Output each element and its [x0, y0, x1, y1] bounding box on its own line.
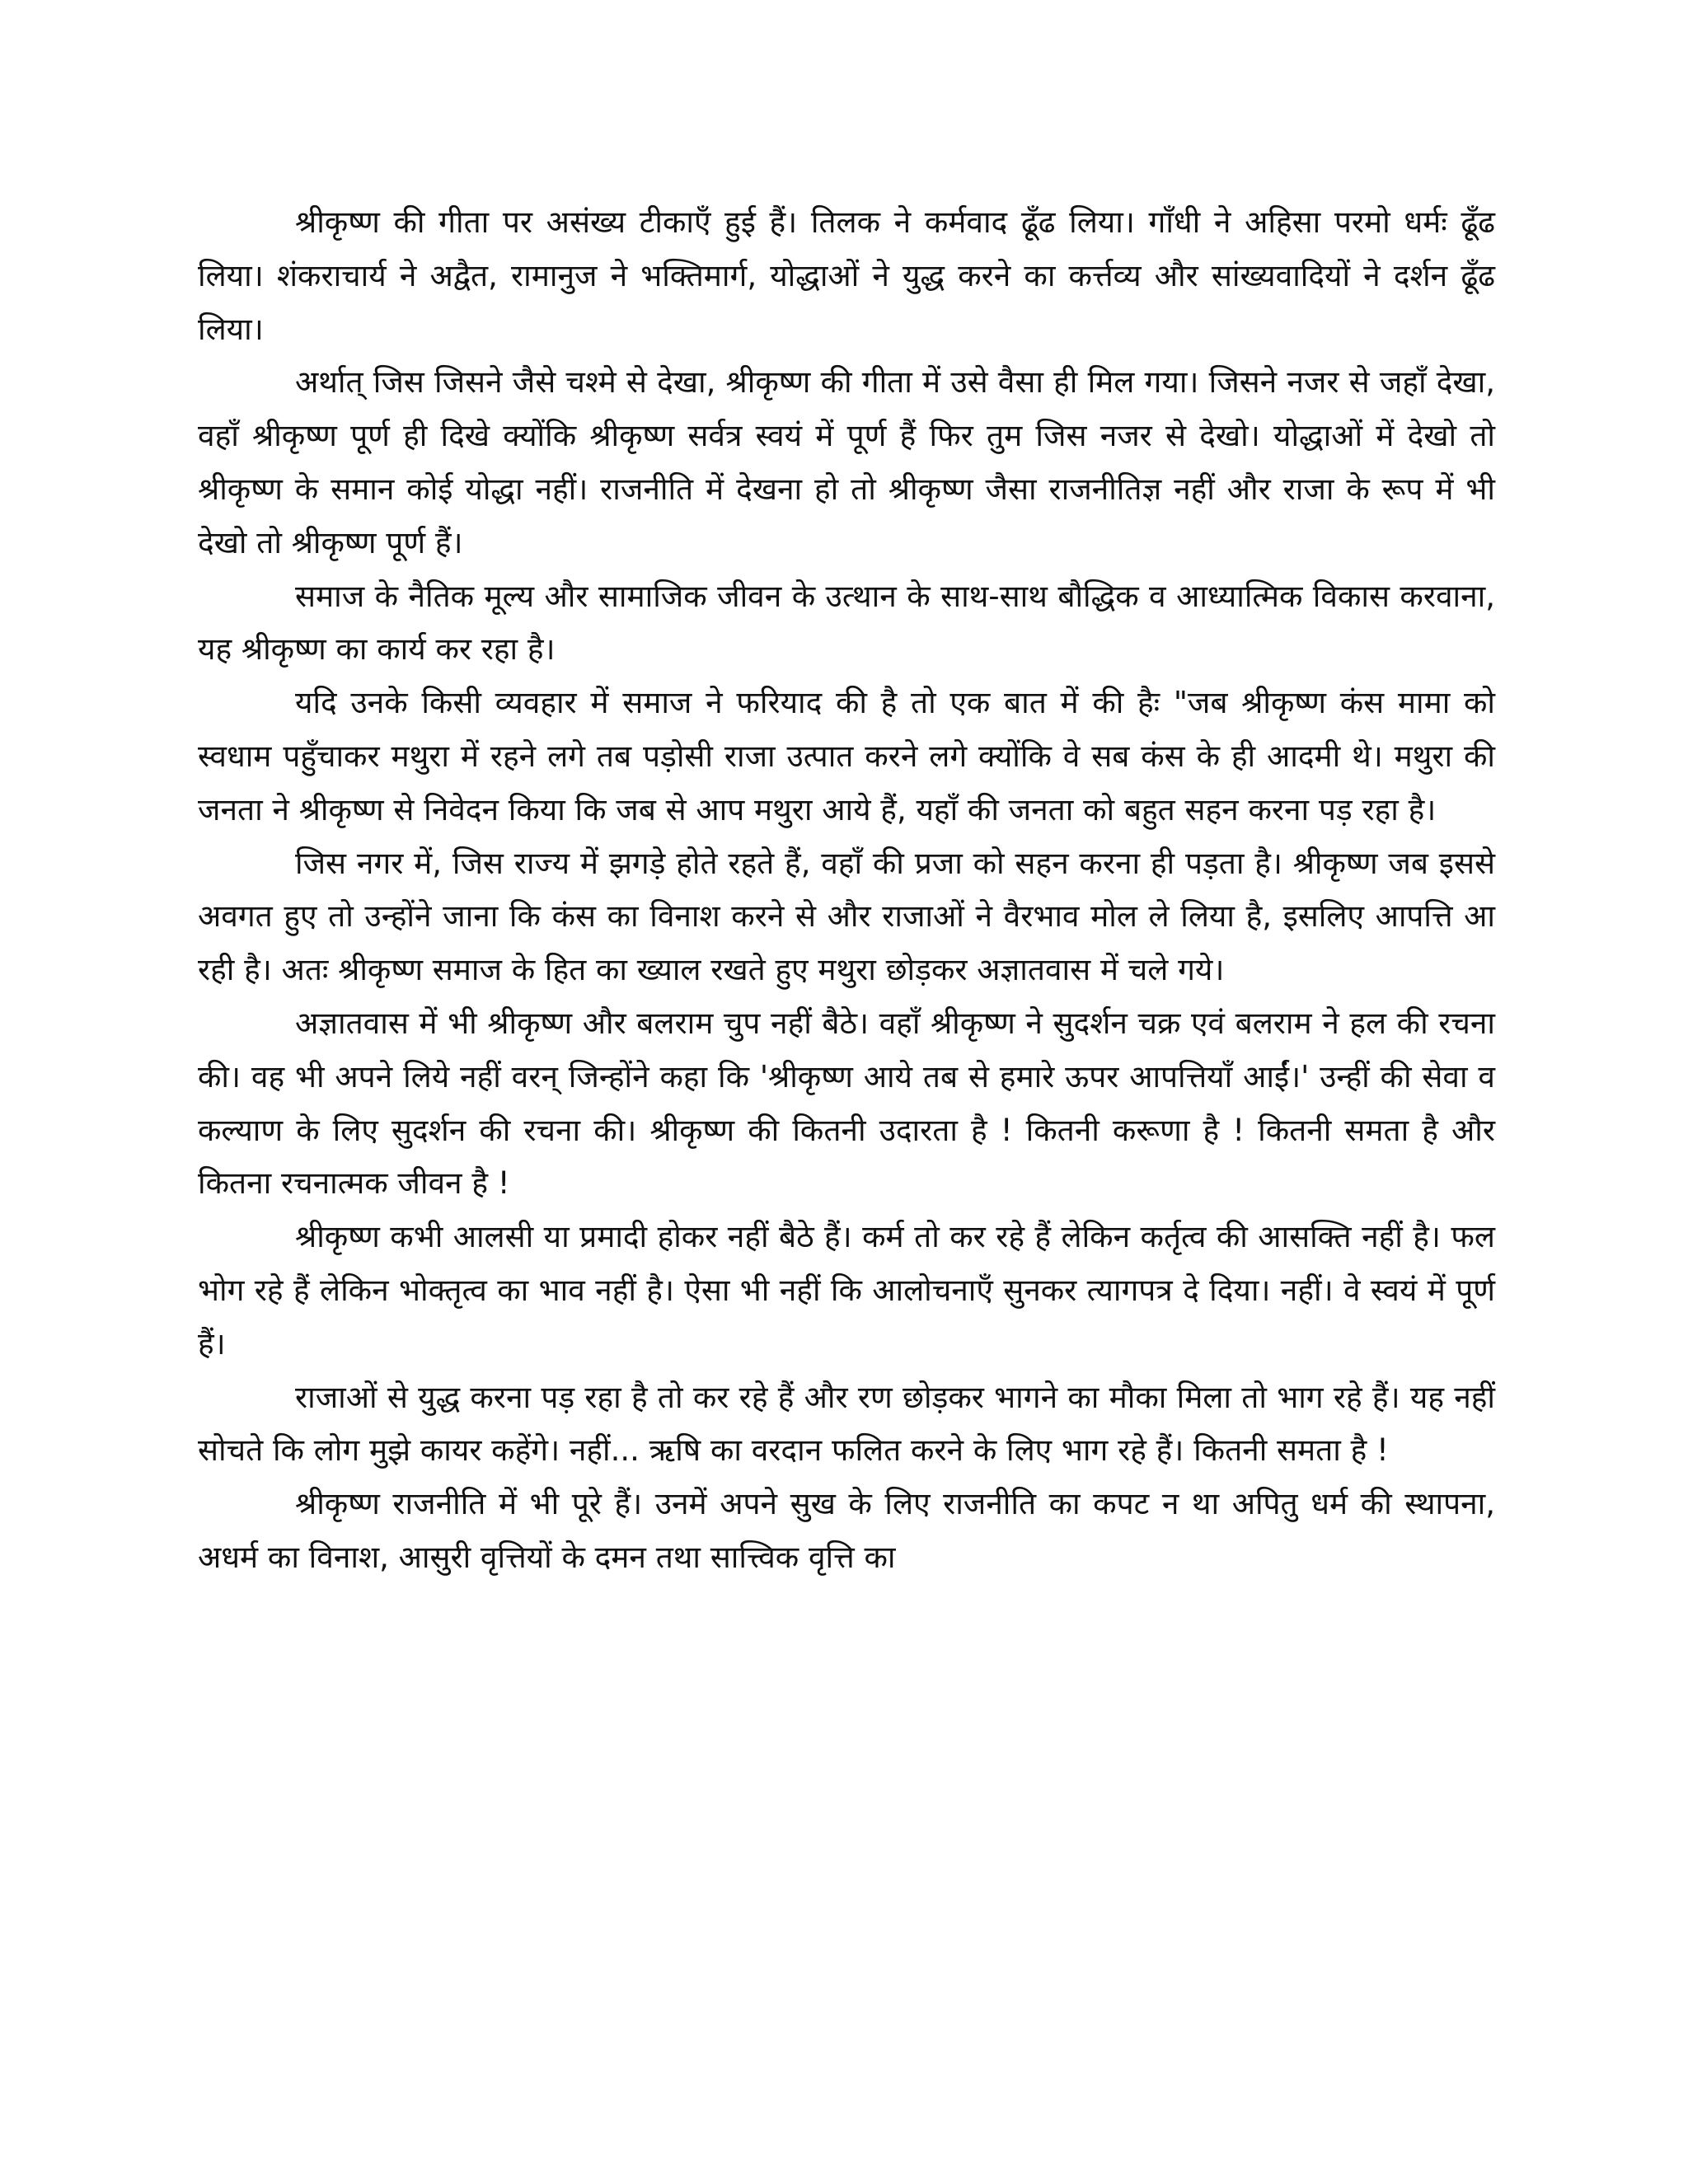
- paragraph-6: अज्ञातवास में भी श्रीकृष्ण और बलराम चुप नहीं बैठे। वहाँ श्रीकृष्ण ने सुदर्शन चक्र एवं बलराम ने हल की रचना की। वह भी अपने लिये नहीं वरन् जिन्होंने कहा कि 'श्रीकृष्ण आये तब से हमारे ऊपर आपत्तियाँ आईं।' उन्हीं की सेवा व कल्याण के लिए सुदर्शन की रचना की। श्रीकृष्ण की कितनी उदारता है ! कितनी करूणा है ! कितनी समता है और कितना रचनात्मक जीवन है !: [198, 1005, 1495, 1202]
- paragraph-1: श्रीकृष्ण की गीता पर असंख्य टीकाएँ हुई हैं। तिलक ने कर्मवाद ढूँढ लिया। गाँधी ने अहिसा परमो धर्मः ढूँढ लिया। शंकराचार्य ने अद्वैत, रामानुज ने भक्तिमार्ग, योद्धाओं ने युद्ध करने का कर्त्तव्य और सांख्यवादियों ने दर्शन ढूँढ लिया।: [198, 204, 1495, 347]
- paragraph-2: अर्थात् जिस जिसने जैसे चश्मे से देखा, श्रीकृष्ण की गीता में उसे वैसा ही मिल गया। जिसने नजर से जहाँ देखा, वहाँ श्रीकृष्ण पूर्ण ही दिखे क्योंकि श्रीकृष्ण सर्वत्र स्वयं में पूर्ण हैं फिर तुम जिस नजर से देखो। योद्धाओं में देखो तो श्रीकृष्ण के समान कोई योद्धा नहीं। राजनीति में देखना हो तो श्रीकृष्ण जैसा राजनीतिज्ञ नहीं और राजा के रूप में भी देखो तो श्रीकृष्ण पूर्ण हैं।: [198, 364, 1495, 560]
- paragraph-4: यदि उनके किसी व्यवहार में समाज ने फरियाद की है तो एक बात में की हैः "जब श्रीकृष्ण कंस मामा को स्वधाम पहुँचाकर मथुरा में रहने लगे तब पड़ोसी राजा उत्पात करने लगे क्योंकि वे सब कंस के ही आदमी थे। मथुरा की जनता ने श्रीकृष्ण से निवेदन किया कि जब से आप मथुरा आये हैं, यहाँ की जनता को बहुत सहन करना पड़ रहा है।: [198, 685, 1495, 827]
- paragraph-5: जिस नगर में, जिस राज्य में झगड़े होते रहते हैं, वहाँ की प्रजा को सहन करना ही पड़ता है। श्रीकृष्ण जब इससे अवगत हुए तो उन्होंने जाना कि कंस का विनाश करने से और राजाओं ने वैरभाव मोल ले लिया है, इसलिए आपत्ति आ रही है। अतः श्रीकृष्ण समाज के हित का ख्याल रखते हुए मथुरा छोड़कर अज्ञातवास में चले गये।: [198, 845, 1495, 988]
- paragraph-3: समाज के नैतिक मूल्य और सामाजिक जीवन के उत्थान के साथ-साथ बौद्धिक व आध्यात्मिक विकास करवाना, यह श्रीकृष्ण का कार्य कर रहा है।: [198, 578, 1495, 668]
- paragraph-9: श्रीकृष्ण राजनीति में भी पूरे हैं। उनमें अपने सुख के लिए राजनीति का कपट न था अपितु धर्म की स्थापना, अधर्म का विनाश, आसुरी वृत्तियों के दमन तथा सात्त्विक वृत्ति का: [198, 1486, 1495, 1575]
- body-text: [198, 196, 1495, 1585]
- paragraph-8: राजाओं से युद्ध करना पड़ रहा है तो कर रहे हैं और रण छोड़कर भागने का मौका मिला तो भाग रहे हैं। यह नहीं सोचते कि लोग मुझे कायर कहेंगे। नहीं... ऋषि का वरदान फलित करने के लिए भाग रहे हैं। कितनी समता है !: [198, 1379, 1495, 1469]
- paragraph-7: श्रीकृष्ण कभी आलसी या प्रमादी होकर नहीं बैठे हैं। कर्म तो कर रहे हैं लेकिन कर्तृत्व की आसक्ति नहीं है। फल भोग रहे हैं लेकिन भोक्तृत्व का भाव नहीं है। ऐसा भी नहीं कि आलोचनाएँ सुनकर त्यागपत्र दे दिया। नहीं। वे स्वयं में पूर्ण हैं।: [198, 1219, 1495, 1361]
